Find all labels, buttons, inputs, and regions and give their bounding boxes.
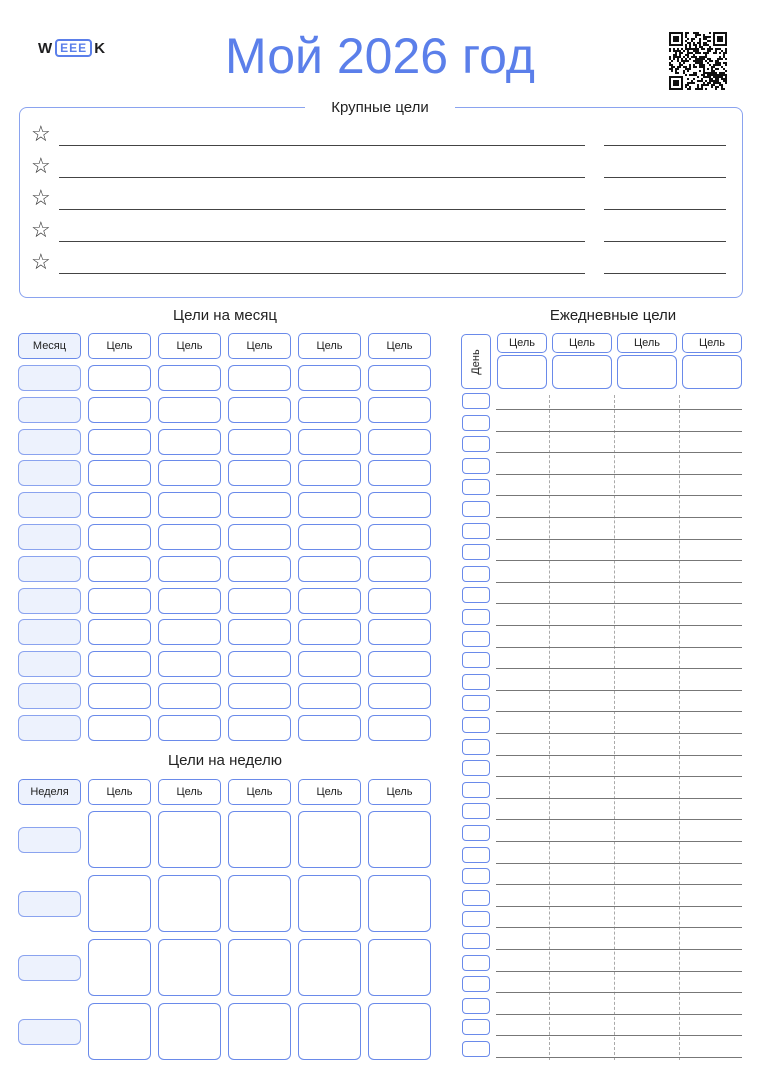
monthly-goal-cell[interactable] (228, 397, 291, 423)
day-cell[interactable] (462, 436, 490, 452)
monthly-goal-cell[interactable] (298, 556, 361, 582)
goal-header: Цель (158, 333, 221, 359)
monthly-goal-cell[interactable] (228, 715, 291, 741)
day-cell[interactable] (462, 609, 490, 625)
day-cell[interactable] (462, 803, 490, 819)
daily-row-line (496, 949, 742, 950)
goal-header: Цель (228, 779, 291, 805)
weekly-goal-cell[interactable] (158, 939, 221, 996)
day-cell[interactable] (462, 566, 490, 582)
weeek-logo (38, 37, 106, 59)
goal-line[interactable] (59, 145, 585, 146)
day-cell[interactable] (462, 587, 490, 603)
monthly-goal-cell[interactable] (158, 715, 221, 741)
daily-row-line (496, 452, 742, 453)
monthly-goal-cell[interactable] (158, 397, 221, 423)
day-cell[interactable] (462, 393, 490, 409)
daily-row-line (496, 690, 742, 691)
goal-header: Цель (368, 333, 431, 359)
monthly-goal-cell[interactable] (158, 683, 221, 709)
daily-row-line (496, 409, 742, 410)
star-icon: ☆ (31, 217, 51, 242)
day-cell[interactable] (462, 933, 490, 949)
monthly-goal-cell[interactable] (228, 683, 291, 709)
weekly-goal-cell[interactable] (228, 875, 291, 932)
weekly-goal-cell[interactable] (298, 939, 361, 996)
star-icon: ☆ (31, 185, 51, 210)
monthly-goal-cell[interactable] (368, 588, 431, 614)
monthly-goal-cell[interactable] (88, 683, 151, 709)
month-cell[interactable] (18, 365, 81, 391)
daily-row-line (496, 733, 742, 734)
monthly-goal-cell[interactable] (228, 365, 291, 391)
monthly-goal-cell[interactable] (228, 619, 291, 645)
day-cell[interactable] (462, 847, 490, 863)
monthly-goal-cell[interactable] (88, 429, 151, 455)
weekly-goal-cell[interactable] (158, 1003, 221, 1060)
monthly-goal-cell[interactable] (298, 619, 361, 645)
monthly-goal-cell[interactable] (298, 683, 361, 709)
goal-header: Цель (298, 333, 361, 359)
goal-header: Цель (298, 779, 361, 805)
page-title: Мой 2026 год (225, 28, 535, 84)
star-icon: ☆ (31, 153, 51, 178)
daily-goal-name-cell[interactable] (497, 355, 547, 389)
daily-row-line (496, 863, 742, 864)
day-cell[interactable] (462, 782, 490, 798)
daily-row-line (496, 495, 742, 496)
weekly-goal-cell[interactable] (298, 875, 361, 932)
monthly-goal-cell[interactable] (368, 397, 431, 423)
monthly-goal-cell[interactable] (228, 492, 291, 518)
month-cell[interactable] (18, 524, 81, 550)
star-icon: ☆ (31, 249, 51, 274)
daily-row-line (496, 582, 742, 583)
month-cell[interactable] (18, 429, 81, 455)
daily-row-line (496, 992, 742, 993)
monthly-goal-cell[interactable] (158, 492, 221, 518)
monthly-goal-cell[interactable] (368, 619, 431, 645)
monthly-goal-cell[interactable] (88, 524, 151, 550)
daily-row-line (496, 819, 742, 820)
weekly-goal-cell[interactable] (158, 811, 221, 868)
day-cell[interactable] (462, 760, 490, 776)
weekly-goal-cell[interactable] (228, 811, 291, 868)
monthly-goal-cell[interactable] (368, 524, 431, 550)
day-cell[interactable] (462, 501, 490, 517)
weekly-goal-cell[interactable] (158, 875, 221, 932)
day-header-label: День (470, 348, 482, 375)
monthly-goal-cell[interactable] (298, 715, 361, 741)
daily-goal-header: Цель (617, 333, 677, 353)
day-cell[interactable] (462, 955, 490, 971)
day-cell[interactable] (462, 674, 490, 690)
qr-code-icon (669, 32, 727, 90)
logo-letter-left: W (38, 39, 54, 57)
monthly-goal-cell[interactable] (88, 619, 151, 645)
day-cell[interactable] (462, 544, 490, 560)
day-cell[interactable] (462, 631, 490, 647)
goal-header: Цель (88, 779, 151, 805)
day-cell[interactable] (462, 415, 490, 431)
weekly-goal-cell[interactable] (298, 811, 361, 868)
day-cell[interactable] (462, 652, 490, 668)
monthly-goal-cell[interactable] (158, 460, 221, 486)
goal-header: Цель (158, 779, 221, 805)
daily-goal-header: Цель (552, 333, 612, 353)
monthly-goal-cell[interactable] (88, 715, 151, 741)
daily-row-line (496, 798, 742, 799)
monthly-goal-cell[interactable] (298, 588, 361, 614)
goal-line[interactable] (59, 209, 585, 210)
monthly-goal-cell[interactable] (368, 492, 431, 518)
day-cell[interactable] (462, 890, 490, 906)
monthly-goal-cell[interactable] (228, 524, 291, 550)
weekly-goal-cell[interactable] (88, 875, 151, 932)
day-cell[interactable] (462, 868, 490, 884)
monthly-goal-cell[interactable] (88, 556, 151, 582)
weekly-goals-label: Цели на неделю (168, 752, 282, 769)
day-header (461, 334, 491, 389)
weekly-goal-cell[interactable] (228, 1003, 291, 1060)
weekly-goal-cell[interactable] (368, 811, 431, 868)
month-cell[interactable] (18, 651, 81, 677)
monthly-goal-cell[interactable] (158, 365, 221, 391)
day-cell[interactable] (462, 1041, 490, 1057)
goal-line[interactable] (59, 177, 585, 178)
monthly-goal-cell[interactable] (158, 556, 221, 582)
day-cell[interactable] (462, 1019, 490, 1035)
daily-row-line (496, 431, 742, 432)
monthly-goal-cell[interactable] (158, 619, 221, 645)
daily-row-line (496, 1057, 742, 1058)
monthly-goal-cell[interactable] (228, 460, 291, 486)
goal-deadline-line[interactable] (604, 145, 726, 146)
day-cell[interactable] (462, 479, 490, 495)
month-cell[interactable] (18, 715, 81, 741)
day-cell[interactable] (462, 911, 490, 927)
monthly-goal-cell[interactable] (368, 460, 431, 486)
goal-deadline-line[interactable] (604, 273, 726, 274)
monthly-goal-cell[interactable] (368, 365, 431, 391)
monthly-goal-cell[interactable] (228, 429, 291, 455)
monthly-goal-cell[interactable] (88, 365, 151, 391)
day-cell[interactable] (462, 825, 490, 841)
daily-goal-header: Цель (682, 333, 742, 353)
daily-row-line (496, 755, 742, 756)
daily-row-line (496, 841, 742, 842)
monthly-goal-cell[interactable] (158, 429, 221, 455)
month-cell[interactable] (18, 492, 81, 518)
month-cell[interactable] (18, 588, 81, 614)
monthly-goal-cell[interactable] (158, 651, 221, 677)
week-header: Неделя (18, 779, 81, 805)
monthly-goal-cell[interactable] (88, 397, 151, 423)
daily-goals-label: Ежедневные цели (549, 307, 677, 324)
daily-goal-name-cell[interactable] (552, 355, 612, 389)
weekly-goal-cell[interactable] (88, 939, 151, 996)
weekly-goal-cell[interactable] (368, 939, 431, 996)
daily-row-line (496, 927, 742, 928)
day-cell[interactable] (462, 717, 490, 733)
monthly-goal-cell[interactable] (368, 715, 431, 741)
monthly-goal-cell[interactable] (88, 588, 151, 614)
weekly-goal-cell[interactable] (298, 1003, 361, 1060)
monthly-goal-cell[interactable] (228, 588, 291, 614)
daily-row-line (496, 668, 742, 669)
major-goals-label: Крупные цели (305, 98, 455, 118)
daily-goal-header: Цель (497, 333, 547, 353)
monthly-goal-cell[interactable] (158, 588, 221, 614)
monthly-goal-cell[interactable] (298, 651, 361, 677)
monthly-goal-cell[interactable] (298, 429, 361, 455)
monthly-goal-cell[interactable] (298, 492, 361, 518)
daily-row-line (496, 711, 742, 712)
daily-row-line (496, 517, 742, 518)
day-cell[interactable] (462, 458, 490, 474)
goal-line[interactable] (59, 273, 585, 274)
daily-row-line (496, 1014, 742, 1015)
goal-line[interactable] (59, 241, 585, 242)
goal-header: Цель (88, 333, 151, 359)
week-cell[interactable] (18, 891, 81, 917)
monthly-goal-cell[interactable] (228, 651, 291, 677)
month-cell[interactable] (18, 683, 81, 709)
monthly-goal-cell[interactable] (298, 397, 361, 423)
goal-deadline-line[interactable] (604, 177, 726, 178)
month-cell[interactable] (18, 556, 81, 582)
daily-row-line (496, 1035, 742, 1036)
monthly-goal-cell[interactable] (88, 492, 151, 518)
day-cell[interactable] (462, 695, 490, 711)
daily-row-line (496, 884, 742, 885)
monthly-goal-cell[interactable] (228, 556, 291, 582)
daily-row-line (496, 474, 742, 475)
monthly-goal-cell[interactable] (368, 683, 431, 709)
monthly-goal-cell[interactable] (158, 524, 221, 550)
month-cell[interactable] (18, 619, 81, 645)
monthly-goals-label: Цели на месяц (173, 307, 277, 324)
daily-row-line (496, 539, 742, 540)
weekly-goal-cell[interactable] (88, 1003, 151, 1060)
logo-letter-right: K (94, 39, 107, 57)
daily-goal-name-cell[interactable] (682, 355, 742, 389)
major-goals-box (19, 107, 743, 298)
daily-row-line (496, 647, 742, 648)
daily-row-line (496, 560, 742, 561)
day-cell[interactable] (462, 523, 490, 539)
monthly-goal-cell[interactable] (88, 651, 151, 677)
weekly-goal-cell[interactable] (368, 1003, 431, 1060)
week-cell[interactable] (18, 1019, 81, 1045)
goal-deadline-line[interactable] (604, 209, 726, 210)
daily-goal-name-cell[interactable] (617, 355, 677, 389)
monthly-goal-cell[interactable] (298, 365, 361, 391)
monthly-goal-cell[interactable] (368, 651, 431, 677)
month-cell[interactable] (18, 397, 81, 423)
star-icon: ☆ (31, 121, 51, 146)
day-cell[interactable] (462, 739, 490, 755)
monthly-goal-cell[interactable] (298, 524, 361, 550)
monthly-goal-cell[interactable] (88, 460, 151, 486)
goal-header: Цель (228, 333, 291, 359)
monthly-goal-cell[interactable] (298, 460, 361, 486)
goal-header: Цель (368, 779, 431, 805)
daily-row-line (496, 776, 742, 777)
weekly-goal-cell[interactable] (228, 939, 291, 996)
week-cell[interactable] (18, 955, 81, 981)
day-cell[interactable] (462, 998, 490, 1014)
day-cell[interactable] (462, 976, 490, 992)
monthly-goal-cell[interactable] (368, 556, 431, 582)
daily-row-line (496, 625, 742, 626)
week-cell[interactable] (18, 827, 81, 853)
goal-deadline-line[interactable] (604, 241, 726, 242)
month-header: Месяц (18, 333, 81, 359)
weekly-goal-cell[interactable] (88, 811, 151, 868)
month-cell[interactable] (18, 460, 81, 486)
daily-row-line (496, 906, 742, 907)
daily-row-line (496, 971, 742, 972)
logo-middle: EEE (55, 39, 92, 57)
weekly-goal-cell[interactable] (368, 875, 431, 932)
daily-row-line (496, 603, 742, 604)
monthly-goal-cell[interactable] (368, 429, 431, 455)
